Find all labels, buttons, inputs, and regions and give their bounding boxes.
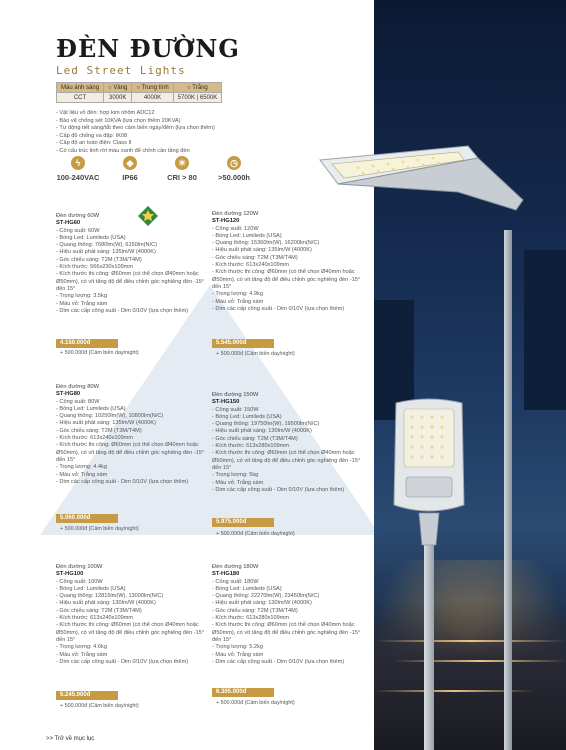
cct-head-cell: ○ Vàng — [104, 83, 132, 93]
product-price: 5.545.000đ — [212, 339, 274, 348]
product-spec: - Hiệu suất phát sáng: 135lm/W (4000K) — [212, 247, 312, 254]
product-name: Đèn đường 150W — [212, 392, 259, 398]
product-spec: - Góc chiếu sáng: T2M (T3M/T4M) — [56, 427, 142, 434]
product-spec: - Quang thông: 19750lm(W), 19500lm(N/C) — [212, 421, 320, 428]
cct-head-cell: ○ Trắng — [173, 83, 222, 93]
product-name: Đèn đường 120W — [212, 211, 259, 217]
spec-icon-label: IP66 — [122, 173, 138, 182]
product-spec: - Kích thước: 613x240x109mm — [56, 615, 134, 622]
street-lamp-image — [384, 395, 474, 565]
product-spec: - Công suất: 100W — [56, 578, 103, 585]
product-spec: - Kích thước: 613x280x109mm — [212, 615, 290, 622]
product-spec: - Màu vỏ: Trắng xám — [212, 479, 264, 486]
feature-item: - Bảo vệ chống sét 10KVA (lựa chọn thêm 20KVA) — [56, 117, 181, 124]
product-spec: - Bóng Led: Lumileds (USA) — [212, 232, 282, 239]
product-spec: - Màu vỏ: Trắng xám — [56, 471, 108, 478]
product-name: Đèn đường 60W — [56, 213, 100, 219]
sensor-option-price: + 500.000đ (Cảm biến day/night) — [60, 350, 139, 356]
product-spec: - Công suất: 80W — [56, 398, 100, 405]
product-spec: - Trọng lượng: 5.2kg — [212, 644, 263, 651]
product-spec: - Góc chiếu sáng: T2M (T3M/T4M) — [56, 607, 142, 614]
product-block — [56, 564, 206, 666]
product-code: ST-HG120 — [212, 218, 240, 225]
product-spec: - Kích thước thi công: Ø60mm (có thể chọn Ø40mm hoặc Ø50mm), có vít tăng độ để điều chỉnh góc nghiêng đèn -15° đến 15° — [212, 450, 361, 471]
product-spec: - Kích thước thi công: Ø60mm (có thể chọn Ø40mm hoặc Ø50mm), có vít tăng độ để điều chỉnh góc nghiêng đèn -15° đến 15° — [56, 442, 205, 463]
product-spec: - Trọng lượng: 4.4kg — [56, 464, 107, 471]
product-spec: - Kích thước: 613x240x109mm — [56, 435, 134, 442]
product-spec: - Bóng Led: Lumileds (USA) — [212, 413, 282, 420]
product-spec: - Hiệu suất phát sáng: 135lm/W (4000K) — [56, 249, 156, 256]
sensor-option-price: + 500.000đ (Cảm biến day/night) — [60, 526, 139, 532]
cct-body-cell: CCT — [57, 93, 104, 103]
product-spec: - Màu vỏ: Trắng xám — [56, 300, 108, 307]
feature-item: - Có cấu trúc tinh rời màu xanh để chỉnh cần tầng đèn — [56, 147, 190, 154]
sensor-option-price: + 500.000đ (Cảm biến day/night) — [216, 531, 295, 537]
cct-head-cell: Màu ánh sáng — [57, 83, 104, 93]
clock-icon: ◷ — [227, 156, 241, 170]
product-spec: - Kích thước thi công: Ø60mm (có thể chọn Ø40mm hoặc Ø50mm), có vít tăng độ để điều chỉnh góc nghiêng đèn -15° đến 15° — [212, 622, 361, 643]
product-spec: - Màu vỏ: Trắng xám — [56, 651, 108, 658]
product-price: 5.975.000đ — [212, 518, 274, 527]
product-spec: - Quang thông: 12815lm(W), 13000lm(N/C) — [56, 593, 164, 600]
product-spec: - Bóng Led: Lumileds (USA) — [56, 234, 126, 241]
product-spec: - Góc chiếu sáng: T2M (T3M/T4M) — [212, 435, 298, 442]
product-spec: - Dim các cấp công suất - Dim 0/10V (lựa chọn thêm) — [212, 486, 345, 493]
product-spec: - Kích thước: 613x240x109mm — [212, 262, 290, 269]
product-name: Đèn đường 100W — [56, 564, 103, 570]
product-spec: - Trọng lượng: 3.5kg — [56, 293, 107, 300]
product-price: 5.060.000đ — [56, 514, 118, 523]
spec-icons — [52, 156, 260, 182]
product-spec: - Trọng lượng: 5kg — [212, 472, 259, 479]
light-trail — [394, 660, 566, 662]
product-spec: - Hiệu suất phát sáng: 130lm/W (4000K) — [56, 600, 156, 607]
product-spec: - Dim các cấp công suất - Dim 0/10V (lựa chọn thêm) — [56, 658, 189, 665]
product-spec: - Góc chiếu sáng: T2M (T3M/T4M) — [212, 607, 298, 614]
product-spec: - Bóng Led: Lumileds (USA) — [212, 585, 282, 592]
product-spec: - Kích thước thi công: Ø60mm (có thể chọn Ø40mm hoặc Ø50mm), có vít tăng độ để điều chỉnh góc nghiêng đèn -15° đến 15° — [56, 271, 205, 292]
spec-icon-item — [156, 156, 208, 182]
product-block — [212, 564, 362, 666]
product-block — [212, 211, 362, 313]
cct-body-cell: 5700K | 6500K — [173, 93, 222, 103]
product-spec: - Công suất: 180W — [212, 578, 259, 585]
product-price: 4.150.000đ — [56, 339, 118, 348]
product-block — [56, 384, 206, 486]
product-spec: - Góc chiếu sáng: T2M (T3M/T4M) — [212, 254, 298, 261]
product-spec: - Màu vỏ: Trắng xám — [212, 298, 264, 305]
feature-item: - Tự động tiết sáng/tắt theo cảm biến ngày/đêm (lựa chọn thêm) — [56, 125, 215, 132]
product-code: ST-HG180 — [212, 571, 240, 578]
product-name: Đèn đường 80W — [56, 384, 100, 390]
feature-item: - Vật liệu vỏ đèn: hợp kim nhôm ADC12 — [56, 110, 155, 116]
product-spec: - Góc chiếu sáng: T2M (T3M/T4M) — [56, 256, 142, 263]
cct-body-cell: 3000K — [104, 93, 132, 103]
sun-icon: ☀ — [175, 156, 189, 170]
spec-icon-item — [52, 156, 104, 182]
road — [374, 600, 566, 750]
product-spec: - Dim các cấp công suất - Dim 0/10V (lựa chọn thêm) — [212, 658, 345, 665]
product-spec: - Trọng lượng: 4.6kg — [56, 644, 107, 651]
back-to-toc-link[interactable]: >> Trở về mục lục — [46, 736, 95, 742]
spec-icon-label: 100-240VAC — [56, 173, 100, 182]
product-spec: - Công suất: 120W — [212, 225, 259, 232]
product-spec: - Hiệu suất phát sáng: 130lm/W (4000K) — [212, 428, 312, 435]
product-name: Đèn đường 180W — [212, 564, 259, 570]
shield-icon: ◆ — [123, 156, 137, 170]
spec-icon-item — [104, 156, 156, 182]
light-trail — [374, 640, 566, 642]
lamp-pole — [504, 230, 512, 750]
product-code: ST-HG150 — [212, 399, 240, 406]
product-spec: - Hiệu suất phát sáng: 135lm/W (4000K) — [56, 420, 156, 427]
product-block — [56, 213, 206, 315]
cct-head-cell: ○ Trung tính — [132, 83, 173, 93]
feature-item: - Cấp độ an toàn điện: Class II — [56, 140, 132, 147]
product-price: 6.305.000đ — [212, 688, 274, 697]
product-spec: - Kích thước: 566x230x109mm — [56, 264, 134, 271]
product-spec: - Quang thông: 22270lm(W), 23450lm(N/C) — [212, 593, 320, 600]
product-spec: - Dim các cấp công suất - Dim 0/10V (lựa chọn thêm) — [56, 307, 189, 314]
sensor-option-price: + 500.000đ (Cảm biến day/night) — [60, 703, 139, 709]
product-spec: - Kích thước thi công: Ø60mm (có thể chọn Ø40mm hoặc Ø50mm), có vít tăng độ để điều chỉnh góc nghiêng đèn -15° đến 15° — [56, 622, 205, 643]
street-night-photo — [374, 0, 566, 750]
product-spec: - Dim các cấp công suất - Dim 0/10V (lựa chọn thêm) — [212, 305, 345, 312]
product-spec: - Màu vỏ: Trắng xám — [212, 651, 264, 658]
product-spec: - Kích thước thi công: Ø60mm (có thể chọn Ø40mm hoặc Ø50mm), có vít tăng độ để điều chỉnh góc nghiêng đèn -15° đến 15° — [212, 269, 361, 290]
spec-icon-label: >50.000h — [218, 173, 250, 182]
street-lamp-image — [318, 140, 528, 220]
sensor-option-price: + 500.000đ (Cảm biến day/night) — [216, 351, 295, 357]
product-spec: - Hiệu suất phát sáng: 130lm/W (4000K) — [212, 600, 312, 607]
product-spec: - Quang thông: 15360lm(W), 16200lm(N/C) — [212, 240, 320, 247]
product-spec: - Bóng Led: Lumileds (USA) — [56, 405, 126, 412]
product-code: ST-HG80 — [56, 391, 81, 398]
building-silhouette — [524, 250, 566, 410]
page-subtitle: Led Street Lights — [56, 64, 186, 77]
product-code: ST-HG60 — [56, 220, 81, 227]
product-spec: - Công suất: 60W — [56, 227, 100, 234]
product-spec: - Kích thước: 613x280x109mm — [212, 443, 290, 450]
spec-icon-item — [208, 156, 260, 182]
product-spec: - Bóng Led: Lumileds (USA) — [56, 585, 126, 592]
product-price: 5.245.000đ — [56, 691, 118, 700]
product-spec: - Công suất: 150W — [212, 406, 259, 413]
page-title: ĐÈN ĐƯỜNG — [56, 34, 240, 63]
spec-icon-label: CRI > 80 — [167, 173, 197, 182]
product-spec: - Quang thông: 7680lm(W), 6150lm(N/C) — [56, 242, 158, 249]
product-spec: - Dim các cấp công suất - Dim 0/10V (lựa chọn thêm) — [56, 478, 189, 485]
feature-list — [56, 110, 215, 156]
sensor-option-price: + 500.000đ (Cảm biến day/night) — [216, 700, 295, 706]
product-spec: - Quang thông: 10250lm(W), 10800lm(N/C) — [56, 413, 164, 420]
lightning-icon: ϟ — [71, 156, 85, 170]
product-spec: - Trọng lượng: 4.9kg — [212, 291, 263, 298]
feature-item: - Cấp độ chống va đập: IK08 — [56, 132, 128, 139]
cct-body-cell: 4000K — [132, 93, 173, 103]
product-block — [212, 392, 362, 494]
cct-table — [56, 82, 222, 103]
product-code: ST-HG100 — [56, 571, 84, 578]
